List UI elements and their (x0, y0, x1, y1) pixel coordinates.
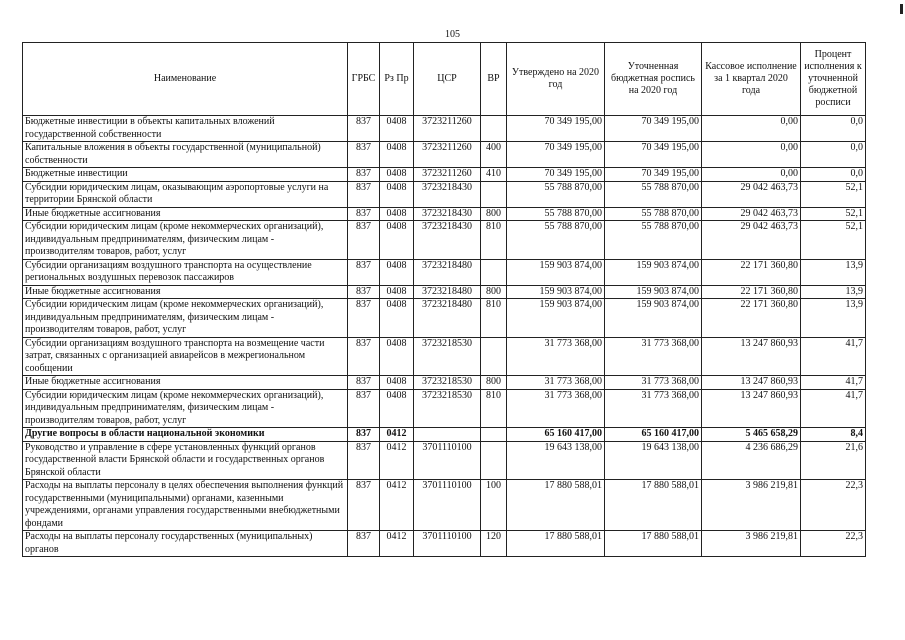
cell-executed: 22 171 360,80 (702, 259, 801, 285)
table-row (23, 531, 866, 557)
cell-rzpr: 0412 (380, 428, 414, 442)
cell-name: Расходы на выплаты персоналу государственных (муниципальных) органов (23, 531, 348, 557)
header-csr: ЦСР (414, 43, 481, 116)
cell-executed: 29 042 463,73 (702, 181, 801, 207)
cell-name: Бюджетные инвестиции (23, 168, 348, 182)
cell-grbs: 837 (348, 116, 380, 142)
scan-edge-mark (900, 4, 903, 14)
cell-approved: 55 788 870,00 (507, 181, 605, 207)
cell-executed: 3 986 219,81 (702, 531, 801, 557)
cell-name: Субсидии юридическим лицам, оказывающим аэропортовые услуги на территории Брянской области (23, 181, 348, 207)
table-row (23, 259, 866, 285)
cell-approved: 70 349 195,00 (507, 116, 605, 142)
table-row (23, 168, 866, 182)
cell-revised: 55 788 870,00 (605, 181, 702, 207)
table-row (23, 376, 866, 390)
table-row (23, 480, 866, 531)
cell-percent: 21,6 (801, 441, 866, 480)
cell-executed: 22 171 360,80 (702, 285, 801, 299)
cell-executed: 13 247 860,93 (702, 337, 801, 376)
cell-name: Субсидии юридическим лицам (кроме некоммерческих организаций), индивидуальным предпринимателям, физическим лицам - производителям товаров, работ, услуг (23, 221, 348, 260)
cell-percent: 0,0 (801, 116, 866, 142)
cell-revised: 159 903 874,00 (605, 285, 702, 299)
cell-revised: 17 880 588,01 (605, 531, 702, 557)
cell-csr: 3723218430 (414, 221, 481, 260)
cell-rzpr: 0408 (380, 259, 414, 285)
cell-approved: 70 349 195,00 (507, 142, 605, 168)
cell-percent: 0,0 (801, 168, 866, 182)
cell-executed: 0,00 (702, 168, 801, 182)
cell-percent: 0,0 (801, 142, 866, 168)
cell-name: Субсидии организациям воздушного транспорта на осуществление региональных воздушных перевозок пассажиров (23, 259, 348, 285)
cell-executed: 13 247 860,93 (702, 376, 801, 390)
cell-grbs: 837 (348, 389, 380, 428)
cell-revised: 31 773 368,00 (605, 376, 702, 390)
cell-percent: 13,9 (801, 285, 866, 299)
cell-csr: 3723218480 (414, 299, 481, 338)
cell-grbs: 837 (348, 531, 380, 557)
cell-name: Иные бюджетные ассигнования (23, 285, 348, 299)
cell-percent: 13,9 (801, 259, 866, 285)
cell-revised: 159 903 874,00 (605, 299, 702, 338)
header-name: Наименование (23, 43, 348, 116)
cell-approved: 55 788 870,00 (507, 207, 605, 221)
table-row (23, 299, 866, 338)
cell-name: Бюджетные инвестиции в объекты капитальных вложений государственной собственности (23, 116, 348, 142)
cell-approved: 159 903 874,00 (507, 299, 605, 338)
cell-grbs: 837 (348, 221, 380, 260)
header-grbs: ГРБС (348, 43, 380, 116)
cell-approved: 19 643 138,00 (507, 441, 605, 480)
cell-percent: 41,7 (801, 389, 866, 428)
cell-csr: 3701110100 (414, 441, 481, 480)
cell-executed: 22 171 360,80 (702, 299, 801, 338)
table-body (23, 116, 866, 557)
cell-percent: 41,7 (801, 376, 866, 390)
cell-grbs: 837 (348, 428, 380, 442)
cell-vr: 120 (481, 531, 507, 557)
header-approved: Утверждено на 2020 год (507, 43, 605, 116)
table-row (23, 181, 866, 207)
cell-csr: 3723218480 (414, 259, 481, 285)
cell-revised: 31 773 368,00 (605, 389, 702, 428)
cell-vr: 810 (481, 389, 507, 428)
cell-vr (481, 337, 507, 376)
cell-rzpr: 0412 (380, 531, 414, 557)
cell-grbs: 837 (348, 207, 380, 221)
cell-approved: 70 349 195,00 (507, 168, 605, 182)
cell-revised: 17 880 588,01 (605, 480, 702, 531)
cell-percent: 13,9 (801, 299, 866, 338)
cell-approved: 159 903 874,00 (507, 285, 605, 299)
cell-name: Иные бюджетные ассигнования (23, 376, 348, 390)
header-percent: Процент исполнения к уточненной бюджетной росписи (801, 43, 866, 116)
cell-csr (414, 428, 481, 442)
cell-vr (481, 441, 507, 480)
cell-grbs: 837 (348, 142, 380, 168)
cell-rzpr: 0408 (380, 207, 414, 221)
header-executed: Кассовое исполнение за 1 квартал 2020 года (702, 43, 801, 116)
cell-percent: 52,1 (801, 207, 866, 221)
cell-revised: 159 903 874,00 (605, 259, 702, 285)
cell-vr: 800 (481, 285, 507, 299)
cell-csr: 3723211260 (414, 142, 481, 168)
header-rzpr: Рз Пр (380, 43, 414, 116)
cell-csr: 3701110100 (414, 531, 481, 557)
cell-executed: 0,00 (702, 142, 801, 168)
table-row (23, 207, 866, 221)
cell-vr: 800 (481, 376, 507, 390)
cell-grbs: 837 (348, 168, 380, 182)
cell-grbs: 837 (348, 480, 380, 531)
table-row (23, 221, 866, 260)
cell-percent: 22,3 (801, 531, 866, 557)
cell-csr: 3723211260 (414, 168, 481, 182)
cell-approved: 65 160 417,00 (507, 428, 605, 442)
cell-csr: 3723218530 (414, 337, 481, 376)
cell-vr (481, 116, 507, 142)
cell-name: Иные бюджетные ассигнования (23, 207, 348, 221)
cell-rzpr: 0408 (380, 376, 414, 390)
cell-csr: 3723218430 (414, 207, 481, 221)
cell-vr (481, 259, 507, 285)
cell-name: Капитальные вложения в объекты государственной (муниципальной) собственности (23, 142, 348, 168)
cell-name: Субсидии юридическим лицам (кроме некоммерческих организаций), индивидуальным предпринимателям, физическим лицам - производителям товаров, работ, услуг (23, 389, 348, 428)
cell-percent: 8,4 (801, 428, 866, 442)
cell-name: Расходы на выплаты персоналу в целях обеспечения выполнения функций государственными (муниципальными) органами, казенными учреждениями, органами управления государственными внебюджетными фондами (23, 480, 348, 531)
cell-vr: 410 (481, 168, 507, 182)
cell-rzpr: 0412 (380, 441, 414, 480)
cell-rzpr: 0408 (380, 168, 414, 182)
cell-vr (481, 181, 507, 207)
cell-grbs: 837 (348, 337, 380, 376)
cell-percent: 41,7 (801, 337, 866, 376)
cell-rzpr: 0408 (380, 337, 414, 376)
cell-csr: 3701110100 (414, 480, 481, 531)
cell-rzpr: 0408 (380, 389, 414, 428)
cell-approved: 159 903 874,00 (507, 259, 605, 285)
cell-grbs: 837 (348, 299, 380, 338)
header-vr: ВР (481, 43, 507, 116)
cell-revised: 55 788 870,00 (605, 207, 702, 221)
cell-vr (481, 428, 507, 442)
cell-grbs: 837 (348, 441, 380, 480)
cell-revised: 65 160 417,00 (605, 428, 702, 442)
cell-approved: 17 880 588,01 (507, 480, 605, 531)
cell-csr: 3723218430 (414, 181, 481, 207)
table-header-row (23, 43, 866, 116)
cell-approved: 31 773 368,00 (507, 376, 605, 390)
cell-approved: 17 880 588,01 (507, 531, 605, 557)
cell-revised: 70 349 195,00 (605, 116, 702, 142)
cell-vr: 800 (481, 207, 507, 221)
cell-revised: 70 349 195,00 (605, 142, 702, 168)
cell-approved: 31 773 368,00 (507, 337, 605, 376)
cell-vr: 810 (481, 221, 507, 260)
cell-grbs: 837 (348, 181, 380, 207)
cell-rzpr: 0408 (380, 142, 414, 168)
page-number: 105 (445, 29, 460, 40)
cell-rzpr: 0408 (380, 285, 414, 299)
cell-executed: 13 247 860,93 (702, 389, 801, 428)
table-row (23, 285, 866, 299)
cell-grbs: 837 (348, 285, 380, 299)
cell-rzpr: 0412 (380, 480, 414, 531)
header-revised: Уточненная бюджетная роспись на 2020 год (605, 43, 702, 116)
cell-name: Субсидии организациям воздушного транспорта на возмещение части затрат, связанных с организацией авиарейсов в межрегиональном сообщении (23, 337, 348, 376)
cell-percent: 52,1 (801, 181, 866, 207)
cell-revised: 55 788 870,00 (605, 221, 702, 260)
cell-executed: 5 465 658,29 (702, 428, 801, 442)
table-row (23, 389, 866, 428)
cell-csr: 3723218480 (414, 285, 481, 299)
table-row (23, 142, 866, 168)
cell-executed: 4 236 686,29 (702, 441, 801, 480)
cell-approved: 31 773 368,00 (507, 389, 605, 428)
cell-rzpr: 0408 (380, 181, 414, 207)
cell-executed: 29 042 463,73 (702, 207, 801, 221)
cell-csr: 3723211260 (414, 116, 481, 142)
cell-revised: 70 349 195,00 (605, 168, 702, 182)
cell-grbs: 837 (348, 259, 380, 285)
cell-percent: 52,1 (801, 221, 866, 260)
cell-vr: 400 (481, 142, 507, 168)
cell-executed: 29 042 463,73 (702, 221, 801, 260)
cell-csr: 3723218530 (414, 376, 481, 390)
cell-executed: 0,00 (702, 116, 801, 142)
table-row (23, 428, 866, 442)
cell-percent: 22,3 (801, 480, 866, 531)
cell-rzpr: 0408 (380, 221, 414, 260)
cell-revised: 31 773 368,00 (605, 337, 702, 376)
cell-name: Руководство и управление в сфере установленных функций органов государственной власти Брянской области и государственных органов Брянской области (23, 441, 348, 480)
cell-executed: 3 986 219,81 (702, 480, 801, 531)
budget-table (22, 42, 866, 557)
cell-revised: 19 643 138,00 (605, 441, 702, 480)
cell-name: Субсидии юридическим лицам (кроме некоммерческих организаций), индивидуальным предпринимателям, физическим лицам - производителям товаров, работ, услуг (23, 299, 348, 338)
table-row (23, 116, 866, 142)
cell-csr: 3723218530 (414, 389, 481, 428)
cell-approved: 55 788 870,00 (507, 221, 605, 260)
cell-rzpr: 0408 (380, 299, 414, 338)
cell-grbs: 837 (348, 376, 380, 390)
cell-vr: 810 (481, 299, 507, 338)
cell-name: Другие вопросы в области национальной экономики (23, 428, 348, 442)
table-row (23, 441, 866, 480)
cell-vr: 100 (481, 480, 507, 531)
table-row (23, 337, 866, 376)
cell-rzpr: 0408 (380, 116, 414, 142)
